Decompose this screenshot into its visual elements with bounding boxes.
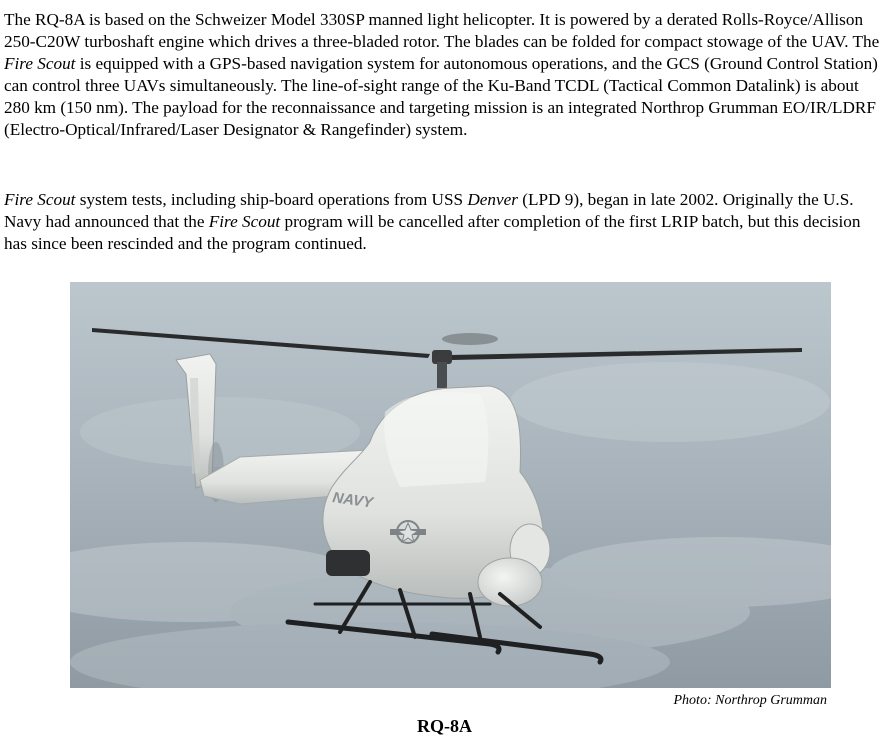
tests-text-3: program will be cancelled after completion of the first LRIP batch, but this decision has since been rescinded and the program continued. [4,212,861,254]
photo-caption: RQ-8A [417,716,472,736]
intro-paragraph [4,9,884,142]
tests-text-2: (LPD 9), began in late 2002. Originally the U.S. Navy had announced that the [4,190,854,232]
fire-scout-name: Fire Scout [4,190,76,209]
fire-scout-name: Fire Scout [208,212,281,232]
intro-text-2: is equipped with a GPS-based navigation system for autonomous operations, and the GCS (Ground Control Station) can control three UAVs simultaneously. The line-of-sight range of the Ku-Band TCDL (Tactical Common Datalink) is about 280 km (150 nm). The payload for the reconnaissance and targeting mission is an integrated Northrop Grumman EO/IR/LDRF (Electro-Optical/Infrared/Laser Designator & Rangefinder) system. [4,54,878,140]
navy-marking: NAVY [331,489,374,512]
helicopter-illustration [70,282,831,688]
intro-text-1: The RQ-8A is based on the Schweizer Model 330SP manned light helicopter. It is powered by a derated Rolls-Royce/Allison 250-C20W turboshaft engine which drives a three-bladed rotor. The blades can be folded for compact stowage of the UAV. The [4,10,880,52]
tests-text-1: system tests, including ship-board operations from USS [75,190,468,209]
helicopter-photo [70,282,831,688]
fire-scout-name: Fire Scout [4,54,76,74]
side-payload [326,550,370,576]
tests-paragraph [4,189,884,255]
ship-name: Denver [467,190,518,209]
sensor-pod [478,558,542,606]
photo-credit: Photo: Northrop Grumman [673,693,827,708]
